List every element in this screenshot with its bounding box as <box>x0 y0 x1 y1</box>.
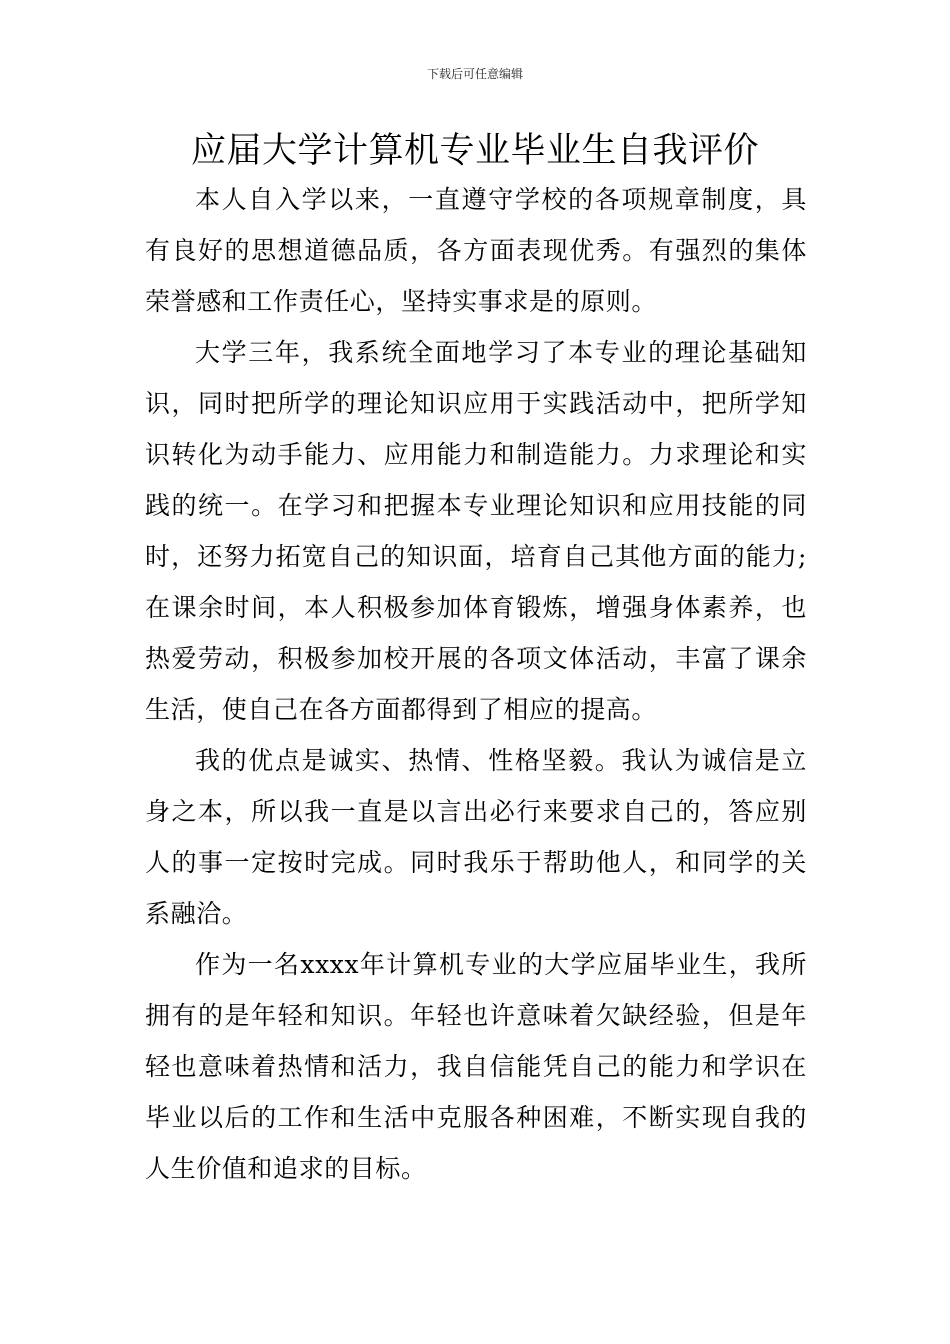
paragraph-2: 大学三年，我系统全面地学习了本专业的理论基础知识，同时把所学的理论知识应用于实践活动中，把所学知识转化为动手能力、应用能力和制造能力。力求理论和实践的统一。在学习和把握本专业理论知识和应用技能的同时，还努力拓宽自己的知识面，培育自己其他方面的能力;在课余时间，本人积极参加体育锻炼，增强身体素养，也热爱劳动，积极参加校开展的各项文体活动，丰富了课余生活，使自己在各方面都得到了相应的提高。 <box>145 338 807 724</box>
document-body <box>145 174 807 1194</box>
paragraph-3: 我的优点是诚实、热情、性格坚毅。我认为诚信是立身之本，所以我一直是以言出必行来要求自己的，答应别人的事一定按时完成。同时我乐于帮助他人，和同学的关系融洽。 <box>145 746 807 928</box>
document-title: 应届大学计算机专业毕业生自我评价 <box>190 131 759 171</box>
header-note: 下载后可任意编辑 <box>426 67 523 81</box>
paragraph-4: 作为一名xxxx年计算机专业的大学应届毕业生，我所拥有的是年轻和知识。年轻也许意味着欠缺经验，但是年轻也意味着热情和活力，我自信能凭自己的能力和学识在毕业以后的工作和生活中克服各种困难，不断实现自我的人生价值和追求的目标。 <box>145 950 807 1183</box>
paragraph-1: 本人自入学以来，一直遵守学校的各项规章制度，具有良好的思想道德品质，各方面表现优秀。有强烈的集体荣誉感和工作责任心，坚持实事求是的原则。 <box>145 185 807 316</box>
